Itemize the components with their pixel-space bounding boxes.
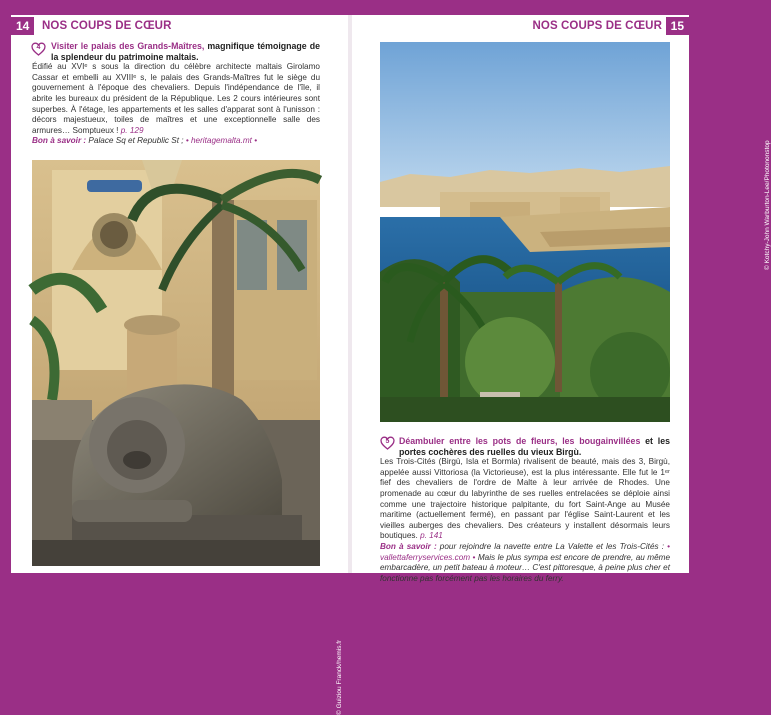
entry-title (380, 436, 670, 457)
entry-number: 4 (36, 44, 41, 51)
lion-statue-courtyard-photo (32, 160, 343, 715)
frame-top (0, 0, 700, 15)
entry-title-rest: magnifique témoignage de la splendeur du patrimoine maltais. (51, 41, 320, 62)
website-link[interactable]: • heritagemalta.mt • (185, 136, 258, 146)
info-label: Bon à savoir : (32, 136, 87, 146)
entry-body-text: Les Trois-Cités (Birgù, Isla et Bormla) rivalisent de beauté, mais des 3, Birgù, appelée aussi Vittoriosa (la Victorieuse), est la plus intéressante. Elle fut le 1ᵉʳ fief des chevaliers de l'ordre de Malte à leur arrivée de Rhodes. Une promenade au cœur du labyrinthe de ses ruelles entrelacées se déploie ainsi comme une trajectoire historique palpitante, du fort Saint-Ange au Musée maritime (actuellement fermé), en passant par l'église Saint-Laurent et les vieilles auberges des chevaliers. Des créateurs y installent désormais leurs boutiques. (380, 457, 670, 541)
website-link[interactable]: • vallettaferryservices.com • (380, 541, 670, 562)
entry-title-highlight: Visiter le palais des Grands-Maîtres, (51, 41, 205, 51)
frame-right (689, 0, 700, 584)
entry-palace (32, 41, 320, 147)
practical-info (380, 542, 670, 584)
info-text: Palace Sq et Republic St ; (86, 136, 186, 146)
entry-title-highlight: Déambuler entre les pots de fleurs, les bougainvillées (399, 436, 641, 446)
practical-info (32, 136, 320, 147)
right-running-head: NOS COUPS DE CŒUR (532, 20, 662, 32)
left-running-head: NOS COUPS DE CŒUR (42, 20, 172, 32)
right-page-number: 15 (666, 17, 689, 35)
info-label: Bon à savoir : (380, 541, 437, 551)
entry-body (32, 62, 320, 136)
entry-title (32, 41, 320, 62)
photo-credit: © Kotchy-John Warburton-Lee/Photononstop (764, 140, 771, 270)
page-reference: p. 129 (120, 125, 144, 135)
entry-body (380, 457, 670, 542)
frame-left (0, 0, 11, 584)
entry-body-text: Édifié au XVIᵉ s sous la direction du célèbre architecte maltais Girolamo Cassar et embelli au XVIIIᵉ s, le palais des Grands-Maîtres fut le siège du gouvernement à l'époque des chevaliers. Depuis l'indépendance de l'île, il abrite les bureaux du président de la République. Les 2 cours intérieures sont superbes. À l'étage, les appartements et les salles d'apparat sont à l'unisson : décors majestueux, toiles de maîtres et une exceptionnelle salle des armures… Somptueux ! (32, 62, 320, 135)
grand-harbour-birgu-photo (380, 42, 771, 422)
info-text-2: Mais le plus sympa est encore de prendre, au même embarcadère, un petit bateau à moteur… C'est pittoresque, à peine plus cher et fonctionne pas forcément pas les horaires du ferry. (380, 552, 670, 583)
entry-birgu (380, 436, 670, 584)
entry-title-rest: et les portes cochères des ruelles du vieux Birgù. (399, 436, 670, 457)
page-gutter (348, 15, 352, 573)
left-page-number: 14 (11, 17, 34, 35)
info-text: pour rejoindre la navette entre La Valette et les Trois-Cités : (436, 541, 668, 551)
photo-credit: © Guiziou Franck/hemis.fr (336, 639, 343, 715)
entry-number: 5 (385, 438, 390, 445)
page-reference: p. 141 (420, 531, 443, 541)
